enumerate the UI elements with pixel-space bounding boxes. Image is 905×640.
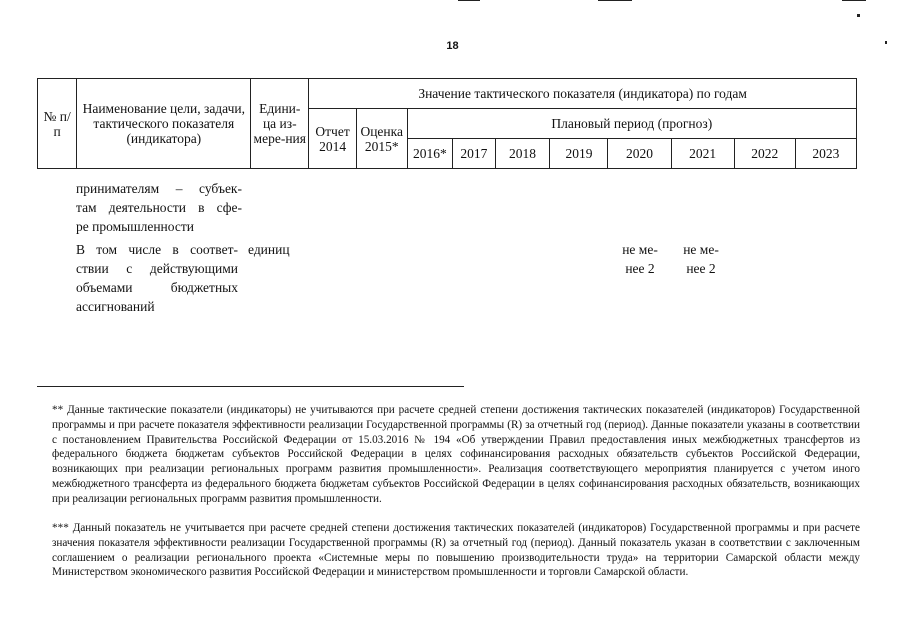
header-year: 2020	[608, 139, 671, 169]
header-plan-period: Плановый период (прогноз)	[407, 109, 856, 139]
value-line: нее 2	[686, 261, 716, 276]
row-text-line: ре промышленности	[76, 219, 194, 234]
row-value-2020	[612, 240, 668, 278]
indicator-table-header	[37, 78, 857, 169]
header-report-2014: Отчет 2014	[309, 109, 357, 169]
row-text-line: принимателям – субъек-	[76, 181, 242, 196]
scan-mark	[857, 14, 860, 17]
scan-mark	[842, 0, 866, 1]
header-year: 2016*	[407, 139, 453, 169]
page-number: 18	[446, 40, 459, 52]
header-year: 2021	[671, 139, 734, 169]
scan-mark	[458, 0, 480, 1]
header-year: 2019	[550, 139, 608, 169]
footnote-triple-star: *** Данный показатель не учитывается при расчете средней степени достижения тактических показателей (индикаторов) Государственной программы и при расчете значения показателя эффективности реализации Государственной программы (R) за отчетный год (период). Данный показатель указан в соответствии с заключенным соглашением о реализации регионального проекта «Системные меры по повышению производительности труда» на территории Самарской области между Министерством экономического развития Российской Федерации и министерством промышленности и торговли Самарской области.	[52, 522, 860, 579]
table-row	[76, 240, 238, 316]
header-year: 2022	[734, 139, 795, 169]
row-text-line: ассигнований	[76, 299, 155, 314]
footnote-separator	[37, 386, 464, 387]
row-unit: единиц	[248, 242, 290, 257]
value-line: нее 2	[625, 261, 655, 276]
footnote-double-star: ** Данные тактические показатели (индикаторы) не учитываются при расчете средней степени достижения тактических показателей (индикаторов) Государственной программы и при расчете показателя эффективности реализации Государственной программы (R) за отчетный год (период). Данные показатели указаны в соответствии с постановлением Правительства Российской Федерации от 15.03.2016 № 194 «Об утверждении Правил предоставления иных межбюджетных трансфертов из федерального бюджета бюджетам субъектов Российской Федерации в целях софинансирования расходных обязательств субъектов Российской Федерации, возникающих при реализации региональных программ развития промышленности». Реализация соответствующего мероприятия планируется с учетом иного межбюджетного трансферта из федерального бюджета бюджетам субъектов Российской Федерации в целях софинансирования расходных обязательств, возникающих при реализации региональных программ развития промышленности.	[52, 404, 860, 505]
table-row	[76, 179, 242, 236]
row-text-line: В том числе в соответ-	[76, 242, 238, 257]
scan-mark	[598, 0, 632, 1]
row-text-line: объемами бюджетных	[76, 280, 238, 295]
header-year: 2023	[795, 139, 856, 169]
row-text-line: там деятельности в сфе-	[76, 200, 242, 215]
header-estimate-2015: Оценка 2015*	[356, 109, 407, 169]
header-number: № п/п	[38, 79, 77, 169]
header-indicator-name: Наименование цели, задачи, тактического показателя (индикатора)	[77, 79, 251, 169]
header-year: 2017	[453, 139, 495, 169]
row-value-2021	[673, 240, 729, 278]
header-unit: Едини-ца из-мере-ния	[251, 79, 309, 169]
value-line: не ме-	[622, 242, 658, 257]
header-values-by-year: Значение тактического показателя (индикатора) по годам	[309, 79, 857, 109]
value-line: не ме-	[683, 242, 719, 257]
header-year: 2018	[495, 139, 550, 169]
row-text-line: ствии с действующими	[76, 261, 238, 276]
